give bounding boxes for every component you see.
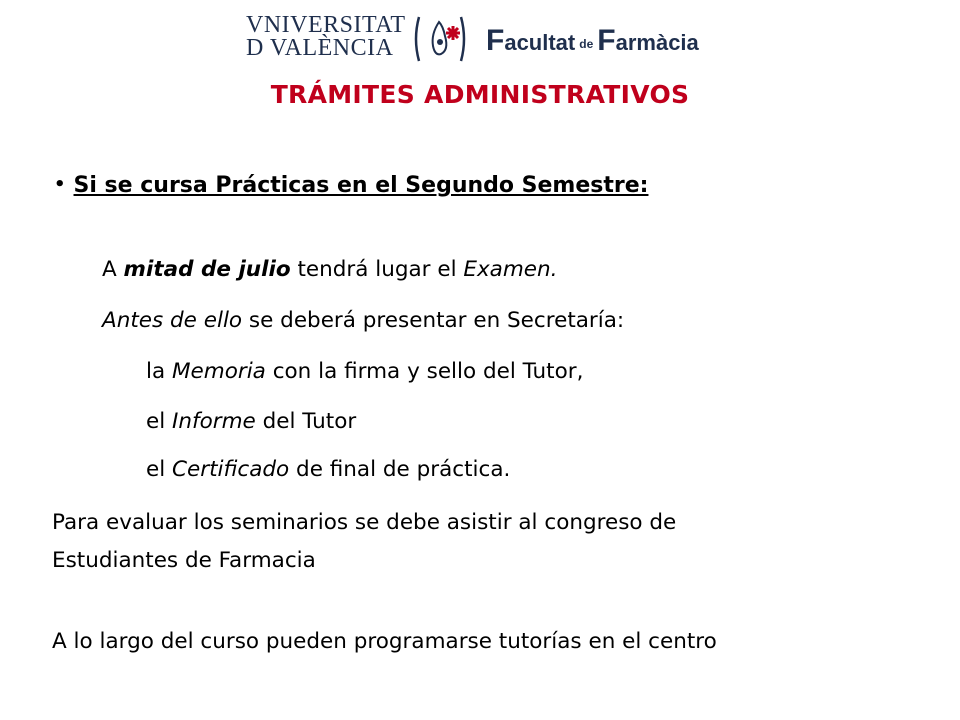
- list-item-memoria: la Memoria con la firma y sello del Tutor,: [146, 359, 584, 384]
- header-logos: [246, 10, 716, 66]
- bullet-heading: [54, 172, 648, 201]
- before-line: Antes de ello se deberá presentar en Secretaría:: [102, 308, 625, 333]
- exam-date-emphasis: mitad de julio: [123, 257, 291, 282]
- faculty-word-armacia: armàcia: [615, 30, 699, 55]
- faculty-seal-icon: [411, 14, 489, 64]
- exam-word: Examen.: [463, 257, 558, 282]
- exam-line: A mitad de julio tendrá lugar el Examen.: [102, 257, 558, 282]
- faculty-initial-f: F: [486, 24, 505, 57]
- list-item-informe: el Informe del Tutor: [146, 409, 357, 434]
- university-name-line2: D VALÈNCIA: [246, 35, 394, 61]
- university-logo: [246, 14, 406, 60]
- faculty-initial-f2: F: [597, 24, 616, 57]
- list-item-certificado: el Certificado de final de práctica.: [146, 457, 511, 482]
- page-title: TRÁMITES ADMINISTRATIVOS: [270, 80, 690, 109]
- bullet-icon: •: [54, 174, 66, 195]
- seminar-line-1: Para evaluar los seminarios se debe asistir al congreso de: [52, 510, 677, 535]
- bullet-heading-text: Si se cursa Prácticas en el Segundo Semestre:: [73, 173, 649, 198]
- seminar-line-2: Estudiantes de Farmacia: [52, 548, 316, 573]
- university-name-line1: VNIVERSITAT: [246, 12, 406, 38]
- tutorias-line: A lo largo del curso pueden programarse tutorías en el centro: [52, 629, 717, 654]
- faculty-word-acultat: acultat: [504, 30, 576, 55]
- faculty-word-de: de: [579, 37, 594, 51]
- faculty-name: [486, 24, 699, 58]
